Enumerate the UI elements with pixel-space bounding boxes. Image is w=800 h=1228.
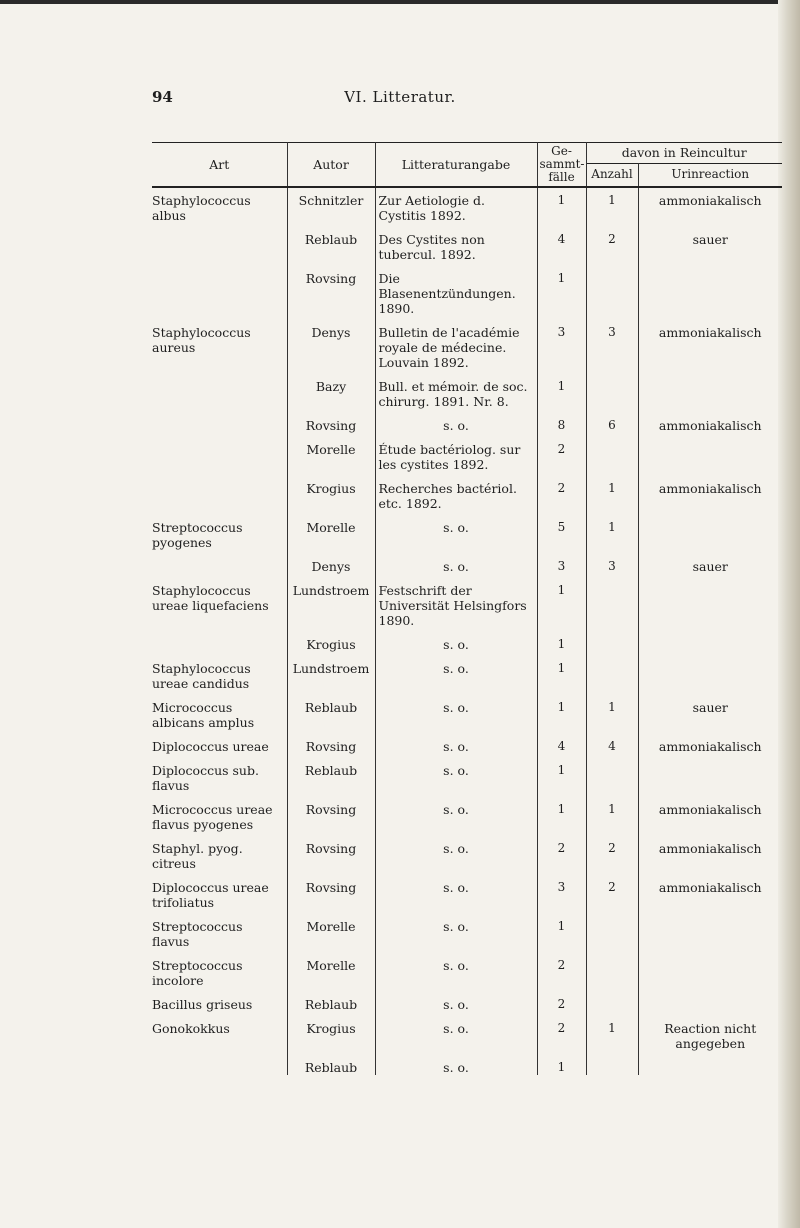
- cell-urinreaction: [638, 910, 782, 949]
- cell-anzahl: [586, 988, 638, 1012]
- table-row: [152, 316, 782, 370]
- cell-gesammtfaelle: 2: [537, 988, 586, 1012]
- cell-urinreaction: [638, 949, 782, 988]
- cell-gesammtfaelle: 1: [537, 910, 586, 949]
- cell-litteraturangabe: s. o.: [375, 409, 537, 433]
- cell-autor: Rovsing: [287, 730, 375, 754]
- header-urinreaction: Urinreaction: [638, 163, 782, 187]
- literature-table-container: [152, 142, 782, 1075]
- cell-litteraturangabe: s. o.: [375, 691, 537, 730]
- cell-anzahl: 2: [586, 832, 638, 871]
- cell-autor: Krogius: [287, 472, 375, 511]
- cell-urinreaction: ammoniakalisch: [658, 880, 762, 895]
- cell-anzahl: [586, 949, 638, 988]
- cell-anzahl: [586, 574, 638, 628]
- cell-autor: Lundstroem: [287, 574, 375, 628]
- cell-urinreaction: sauer: [692, 700, 728, 715]
- cell-anzahl: 3: [586, 316, 638, 370]
- cell-gesammtfaelle: 3: [537, 316, 586, 370]
- header-gesammtfaelle: Ge- sammt- fälle: [537, 143, 586, 188]
- cell-autor: Denys: [287, 316, 375, 370]
- cell-autor: Morelle: [287, 511, 375, 550]
- cell-litteraturangabe: Des Cystites non tubercul. 1892.: [375, 223, 537, 262]
- header-davon-in-reincultur: davon in Reincultur: [586, 143, 782, 164]
- table-row: [152, 262, 782, 316]
- cell-anzahl: 2: [586, 871, 638, 910]
- cell-gesammtfaelle: 1: [537, 187, 586, 223]
- table-body: [152, 187, 782, 1075]
- cell-urinreaction: ammoniakalisch: [658, 802, 762, 817]
- cell-gesammtfaelle: 2: [537, 472, 586, 511]
- cell-art: Diplococcus sub. flavus: [152, 754, 287, 793]
- table-row: [152, 472, 782, 511]
- cell-anzahl: [586, 652, 638, 691]
- page-top-edge: [0, 0, 800, 4]
- cell-urinreaction: [638, 754, 782, 793]
- cell-urinreaction: [638, 628, 782, 652]
- cell-gesammtfaelle: 1: [537, 754, 586, 793]
- cell-urinreaction: ammoniakalisch: [658, 325, 762, 340]
- header-litteraturangabe: Litteraturangabe: [375, 143, 537, 188]
- cell-art: Staphylococcus albus: [152, 187, 287, 223]
- cell-urinreaction: sauer: [692, 232, 728, 247]
- running-head: VI. Litteratur.: [344, 88, 456, 106]
- table-row: [152, 628, 782, 652]
- cell-urinreaction: ammoniakalisch: [658, 739, 762, 754]
- table-row: [152, 370, 782, 409]
- cell-art: [152, 262, 287, 316]
- cell-gesammtfaelle: 1: [537, 652, 586, 691]
- cell-litteraturangabe: s. o.: [375, 730, 537, 754]
- cell-anzahl: 1: [586, 472, 638, 511]
- cell-autor: Bazy: [287, 370, 375, 409]
- cell-autor: Morelle: [287, 910, 375, 949]
- cell-urinreaction: Reaction nicht angegeben: [664, 1021, 757, 1051]
- table-row: [152, 871, 782, 910]
- cell-litteraturangabe: s. o.: [375, 1051, 537, 1075]
- table-row: [152, 574, 782, 628]
- table-row: [152, 1051, 782, 1075]
- cell-art: Diplococcus ureae: [152, 730, 287, 754]
- cell-litteraturangabe: Étude bactériolog. sur les cystites 1892.: [375, 433, 537, 472]
- cell-art: Micrococcus albicans amplus: [152, 691, 287, 730]
- cell-anzahl: 1: [586, 1012, 638, 1051]
- table-row: [152, 691, 782, 730]
- cell-art: [152, 628, 287, 652]
- table-row: [152, 988, 782, 1012]
- cell-art: Staphylococcus ureae candidus: [152, 652, 287, 691]
- cell-litteraturangabe: s. o.: [375, 1012, 537, 1051]
- cell-gesammtfaelle: 2: [537, 433, 586, 472]
- cell-gesammtfaelle: 3: [537, 871, 586, 910]
- cell-art: [152, 409, 287, 433]
- cell-autor: Reblaub: [287, 988, 375, 1012]
- cell-anzahl: [586, 433, 638, 472]
- cell-urinreaction: sauer: [692, 559, 728, 574]
- cell-urinreaction: [638, 511, 782, 550]
- cell-art: [152, 550, 287, 574]
- cell-gesammtfaelle: 1: [537, 628, 586, 652]
- page-number: 94: [152, 88, 173, 106]
- cell-autor: Morelle: [287, 433, 375, 472]
- cell-gesammtfaelle: 1: [537, 574, 586, 628]
- cell-autor: Reblaub: [287, 754, 375, 793]
- cell-art: Streptococcus incolore: [152, 949, 287, 988]
- cell-autor: Denys: [287, 550, 375, 574]
- cell-anzahl: [586, 628, 638, 652]
- table-row: [152, 187, 782, 223]
- cell-litteraturangabe: Die Blasenentzündungen. 1890.: [375, 262, 537, 316]
- cell-anzahl: [586, 370, 638, 409]
- header-anzahl: Anzahl: [586, 163, 638, 187]
- cell-gesammtfaelle: 1: [537, 262, 586, 316]
- table-row: [152, 832, 782, 871]
- cell-urinreaction: ammoniakalisch: [658, 841, 762, 856]
- cell-anzahl: [586, 754, 638, 793]
- cell-art: Diplococcus ureae trifoliatus: [152, 871, 287, 910]
- cell-gesammtfaelle: 3: [537, 550, 586, 574]
- cell-litteraturangabe: Recherches bactériol. etc. 1892.: [375, 472, 537, 511]
- cell-anzahl: [586, 262, 638, 316]
- cell-urinreaction: [638, 1051, 782, 1075]
- table-row: [152, 433, 782, 472]
- cell-urinreaction: ammoniakalisch: [658, 193, 762, 208]
- table-row: [152, 793, 782, 832]
- cell-litteraturangabe: s. o.: [375, 550, 537, 574]
- table-row: [152, 652, 782, 691]
- cell-anzahl: [586, 1051, 638, 1075]
- cell-gesammtfaelle: 1: [537, 370, 586, 409]
- table-row: [152, 1012, 782, 1051]
- cell-anzahl: [586, 910, 638, 949]
- cell-litteraturangabe: Zur Aetiologie d. Cystitis 1892.: [375, 187, 537, 223]
- cell-urinreaction: [638, 988, 782, 1012]
- cell-art: Staphyl. pyog. citreus: [152, 832, 287, 871]
- cell-anzahl: 2: [586, 223, 638, 262]
- cell-urinreaction: [638, 262, 782, 316]
- cell-gesammtfaelle: 5: [537, 511, 586, 550]
- table-row: [152, 730, 782, 754]
- cell-autor: Rovsing: [287, 262, 375, 316]
- header-art: Art: [152, 143, 287, 188]
- cell-art: Bacillus griseus: [152, 988, 287, 1012]
- cell-litteraturangabe: Bulletin de l'académie royale de médecine. Louvain 1892.: [375, 316, 537, 370]
- table-row: [152, 910, 782, 949]
- cell-autor: Krogius: [287, 1012, 375, 1051]
- cell-autor: Reblaub: [287, 691, 375, 730]
- cell-gesammtfaelle: 1: [537, 1051, 586, 1075]
- cell-litteraturangabe: Festschrift der Universität Helsingfors 1890.: [375, 574, 537, 628]
- cell-litteraturangabe: s. o.: [375, 871, 537, 910]
- cell-anzahl: 1: [586, 793, 638, 832]
- table-row: [152, 754, 782, 793]
- cell-litteraturangabe: s. o.: [375, 949, 537, 988]
- cell-litteraturangabe: s. o.: [375, 652, 537, 691]
- cell-autor: Rovsing: [287, 793, 375, 832]
- cell-gesammtfaelle: 1: [537, 691, 586, 730]
- cell-autor: Rovsing: [287, 871, 375, 910]
- cell-art: [152, 370, 287, 409]
- cell-litteraturangabe: Bull. et mémoir. de soc. chirurg. 1891. Nr. 8.: [375, 370, 537, 409]
- cell-urinreaction: ammoniakalisch: [658, 418, 762, 433]
- cell-autor: Rovsing: [287, 409, 375, 433]
- cell-gesammtfaelle: 4: [537, 223, 586, 262]
- cell-gesammtfaelle: 4: [537, 730, 586, 754]
- cell-urinreaction: [638, 370, 782, 409]
- cell-anzahl: 1: [586, 187, 638, 223]
- cell-litteraturangabe: s. o.: [375, 910, 537, 949]
- cell-autor: Krogius: [287, 628, 375, 652]
- cell-art: Streptococcus flavus: [152, 910, 287, 949]
- cell-litteraturangabe: s. o.: [375, 754, 537, 793]
- cell-art: [152, 433, 287, 472]
- literature-table: [152, 142, 782, 1075]
- cell-urinreaction: [638, 433, 782, 472]
- cell-litteraturangabe: s. o.: [375, 793, 537, 832]
- cell-art: [152, 472, 287, 511]
- cell-litteraturangabe: s. o.: [375, 511, 537, 550]
- cell-anzahl: 3: [586, 550, 638, 574]
- cell-urinreaction: ammoniakalisch: [658, 481, 762, 496]
- cell-gesammtfaelle: 1: [537, 793, 586, 832]
- cell-urinreaction: [638, 574, 782, 628]
- cell-litteraturangabe: s. o.: [375, 988, 537, 1012]
- table-row: [152, 949, 782, 988]
- cell-art: [152, 223, 287, 262]
- cell-gesammtfaelle: 8: [537, 409, 586, 433]
- table-row: [152, 409, 782, 433]
- cell-gesammtfaelle: 2: [537, 832, 586, 871]
- cell-autor: Reblaub: [287, 1051, 375, 1075]
- cell-gesammtfaelle: 2: [537, 949, 586, 988]
- cell-anzahl: 6: [586, 409, 638, 433]
- cell-anzahl: 4: [586, 730, 638, 754]
- table-row: [152, 223, 782, 262]
- cell-autor: Lundstroem: [287, 652, 375, 691]
- cell-anzahl: 1: [586, 691, 638, 730]
- cell-autor: Morelle: [287, 949, 375, 988]
- cell-litteraturangabe: s. o.: [375, 832, 537, 871]
- cell-urinreaction: [638, 652, 782, 691]
- header-autor: Autor: [287, 143, 375, 188]
- cell-autor: Reblaub: [287, 223, 375, 262]
- cell-autor: Schnitzler: [287, 187, 375, 223]
- cell-anzahl: 1: [586, 511, 638, 550]
- cell-gesammtfaelle: 2: [537, 1012, 586, 1051]
- cell-art: Streptococcus pyogenes: [152, 511, 287, 550]
- cell-art: [152, 1051, 287, 1075]
- cell-litteraturangabe: s. o.: [375, 628, 537, 652]
- table-row: [152, 550, 782, 574]
- table-row: [152, 511, 782, 550]
- cell-art: Gonokokkus: [152, 1012, 287, 1051]
- cell-art: Micrococcus ureae flavus pyogenes: [152, 793, 287, 832]
- cell-autor: Rovsing: [287, 832, 375, 871]
- cell-art: Staphylococcus aureus: [152, 316, 287, 370]
- cell-art: Staphylococcus ureae liquefaciens: [152, 574, 287, 628]
